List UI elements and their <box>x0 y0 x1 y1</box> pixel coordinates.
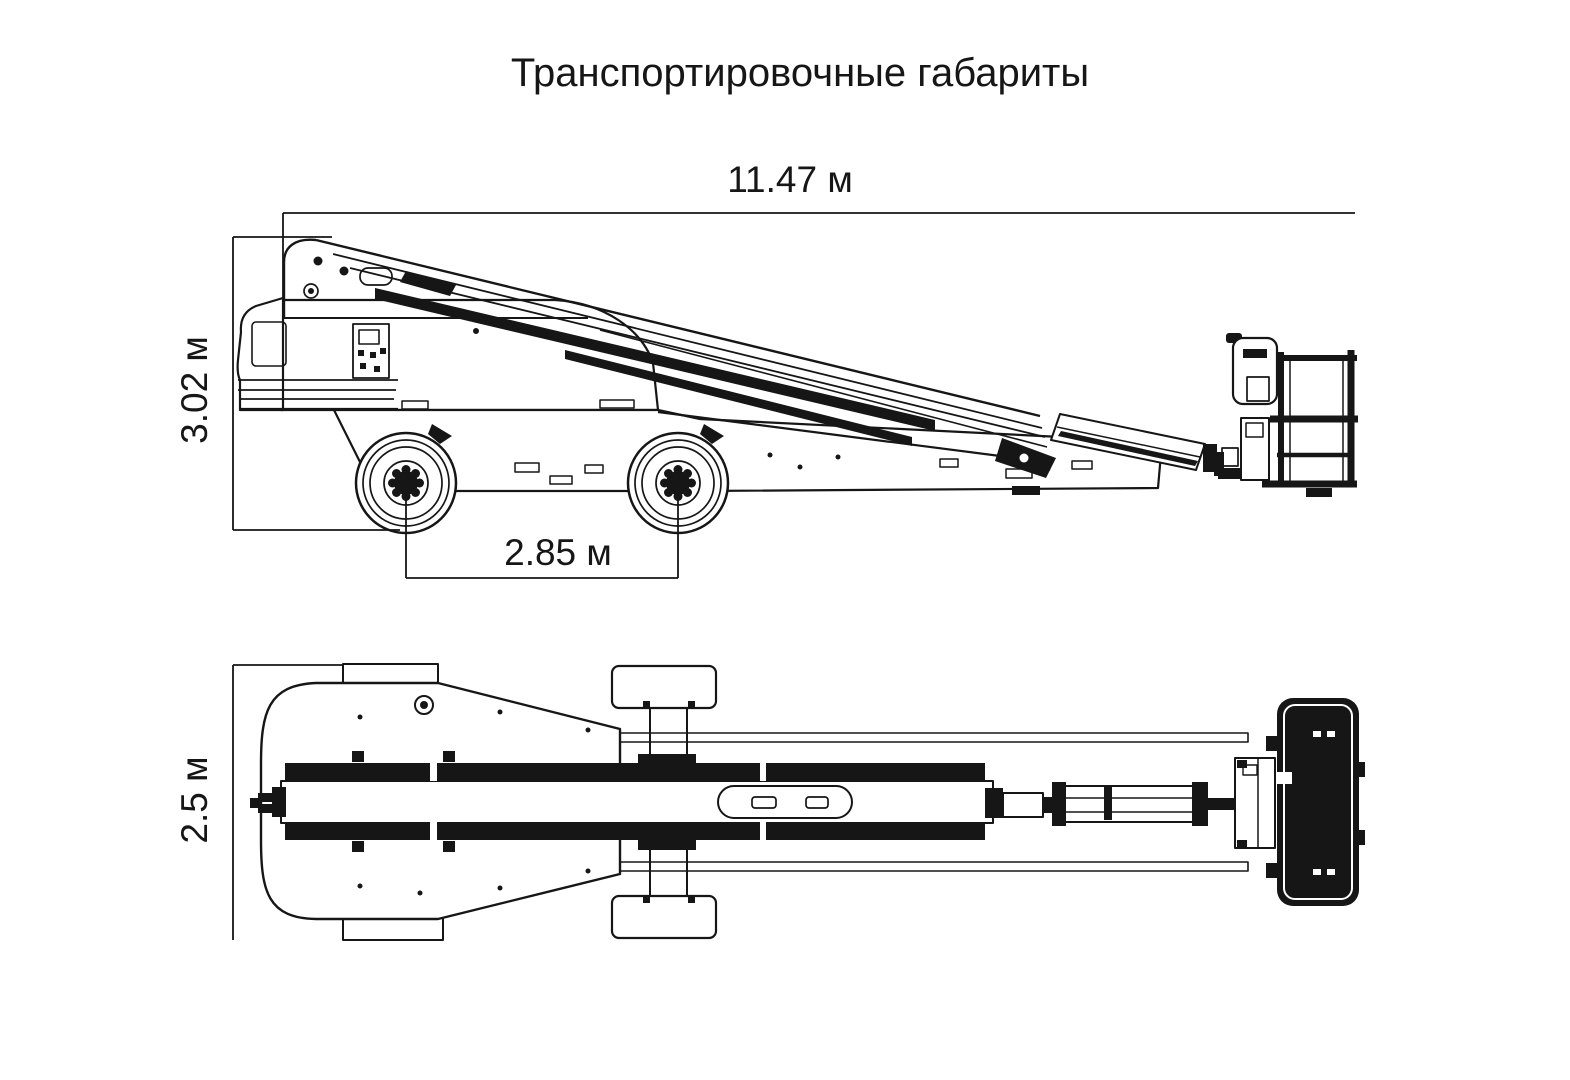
frame-rail-bottom <box>616 862 1248 871</box>
dim-width-label: 2.5 м <box>174 756 215 844</box>
dim-wheelbase-label: 2.85 м <box>504 532 612 573</box>
front-wheel-bottom <box>612 896 716 938</box>
dim-length-label: 11.47 м <box>727 159 853 200</box>
platform <box>1226 333 1358 497</box>
basket-foot <box>1306 488 1332 497</box>
support-post <box>1241 418 1269 480</box>
boom-tube <box>281 781 993 823</box>
console-box <box>1233 338 1277 404</box>
platform-plan <box>1235 698 1365 906</box>
boom-rail-top <box>285 763 985 781</box>
dim-length <box>283 159 1355 300</box>
basket-bracket <box>1235 758 1275 848</box>
boom-plan <box>250 763 1057 840</box>
frame-rail-top <box>616 733 1248 742</box>
page-title: Транспортировочные габариты <box>510 51 1090 95</box>
jib-plan <box>1052 782 1236 826</box>
top-view <box>174 664 1365 940</box>
counterweight-body <box>238 298 283 410</box>
chassis-body <box>334 410 1162 491</box>
boom-rail-bottom <box>285 822 985 840</box>
jib-cylinder <box>1058 786 1198 822</box>
dim-height-label: 3.02 м <box>174 336 215 444</box>
side-view <box>174 159 1358 578</box>
top-view-machine <box>250 664 1365 940</box>
boom-tail <box>258 793 276 802</box>
boom-plate <box>718 786 852 818</box>
front-wheel-top <box>612 666 716 708</box>
basket-plan <box>1266 698 1365 906</box>
